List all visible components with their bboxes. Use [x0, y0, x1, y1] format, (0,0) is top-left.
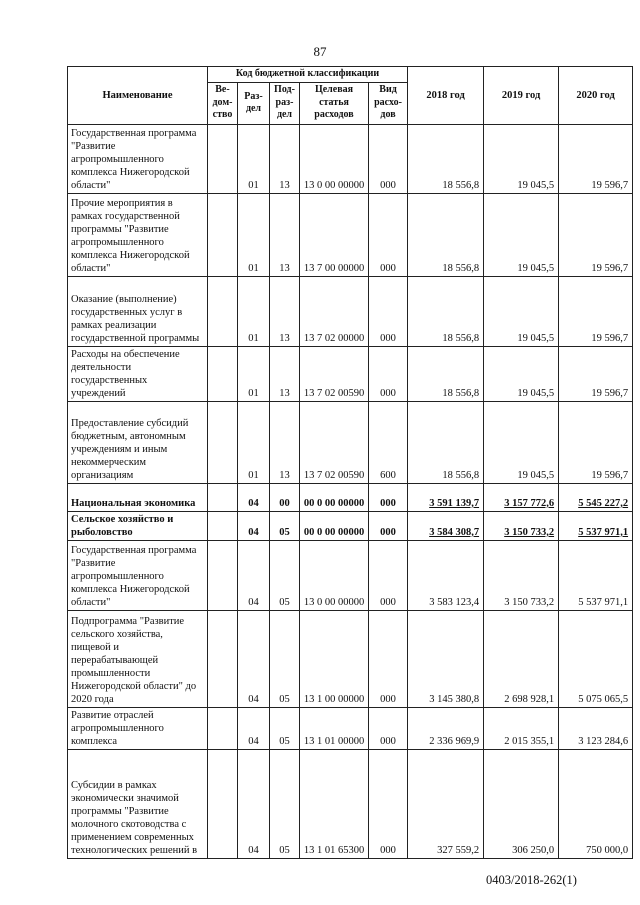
row-podrazdel: 00 [270, 483, 300, 511]
row-2020: 19 596,7 [559, 276, 633, 346]
row-2019: 2 015 355,1 [484, 707, 559, 749]
row-name: Государственная программа "Развитие агропромышленного комплекса Нижегородской области" [68, 124, 208, 193]
row-razdel: 01 [238, 276, 270, 346]
row-vid-raskhodov: 000 [369, 707, 408, 749]
row-celevaya-statya: 13 0 00 00000 [300, 540, 369, 610]
row-vid-raskhodov: 000 [369, 749, 408, 858]
row-celevaya-statya: 13 1 01 65300 [300, 749, 369, 858]
row-vedomstvo [208, 346, 238, 401]
row-2020: 3 123 284,6 [559, 707, 633, 749]
row-name: Предоставление субсидий бюджетным, автономным учреждениям и иным некоммерческим организациям [68, 401, 208, 483]
row-2020: 19 596,7 [559, 124, 633, 193]
row-razdel: 01 [238, 401, 270, 483]
row-2020: 5 537 971,1 [559, 540, 633, 610]
table-row [68, 124, 633, 193]
row-2018: 2 336 969,9 [408, 707, 484, 749]
row-2020: 750 000,0 [559, 749, 633, 858]
row-razdel: 01 [238, 193, 270, 276]
row-2019: 3 150 733,2 [484, 540, 559, 610]
row-podrazdel: 05 [270, 749, 300, 858]
row-2018: 327 559,2 [408, 749, 484, 858]
row-razdel: 01 [238, 124, 270, 193]
row-2020: 5 075 065,5 [559, 610, 633, 707]
page-number: 87 [313, 44, 327, 59]
row-celevaya-statya: 13 7 02 00590 [300, 401, 369, 483]
row-2018: 18 556,8 [408, 193, 484, 276]
document-code: 0403/2018-262(1) [486, 873, 577, 887]
table-row [68, 483, 633, 511]
header-2020: 2020 год [559, 67, 633, 125]
row-2018: 3 591 139,7 [408, 483, 484, 511]
header-celevaya-statya: Целевая статья расходов [300, 82, 369, 124]
row-name: Подпрограмма "Развитие сельского хозяйства, пищевой и перерабатывающей промышленности Нижегородской области" до 2020 года [68, 610, 208, 707]
row-2019: 306 250,0 [484, 749, 559, 858]
row-2020: 19 596,7 [559, 193, 633, 276]
row-2018: 18 556,8 [408, 401, 484, 483]
row-vid-raskhodov: 000 [369, 276, 408, 346]
row-vid-raskhodov: 000 [369, 193, 408, 276]
row-2018: 18 556,8 [408, 124, 484, 193]
row-2018: 3 583 123,4 [408, 540, 484, 610]
table-row [68, 193, 633, 276]
row-razdel: 04 [238, 540, 270, 610]
row-2019: 3 157 772,6 [484, 483, 559, 511]
row-2019: 2 698 928,1 [484, 610, 559, 707]
row-podrazdel: 13 [270, 401, 300, 483]
row-podrazdel: 05 [270, 511, 300, 540]
row-2019: 19 045,5 [484, 124, 559, 193]
row-celevaya-statya: 13 0 00 00000 [300, 124, 369, 193]
row-2019: 19 045,5 [484, 401, 559, 483]
row-2018: 3 584 308,7 [408, 511, 484, 540]
header-vid-raskhodov: Вид расхо- дов [369, 82, 408, 124]
row-podrazdel: 05 [270, 707, 300, 749]
row-razdel: 04 [238, 749, 270, 858]
row-vid-raskhodov: 600 [369, 401, 408, 483]
row-razdel: 04 [238, 511, 270, 540]
row-celevaya-statya: 13 1 01 00000 [300, 707, 369, 749]
row-2019: 19 045,5 [484, 346, 559, 401]
row-2019: 3 150 733,2 [484, 511, 559, 540]
row-name: Расходы на обеспечение деятельности государственных учреждений [68, 346, 208, 401]
table-row [68, 346, 633, 401]
row-celevaya-statya: 13 7 00 00000 [300, 193, 369, 276]
header-name: Наименование [68, 67, 208, 125]
row-razdel: 04 [238, 483, 270, 511]
row-vedomstvo [208, 707, 238, 749]
row-vedomstvo [208, 511, 238, 540]
row-razdel: 04 [238, 610, 270, 707]
row-podrazdel: 05 [270, 610, 300, 707]
header-vedomstvo: Ве- дом- ство [208, 82, 238, 124]
header-2018: 2018 год [408, 67, 484, 125]
row-2020: 19 596,7 [559, 401, 633, 483]
table-row [68, 540, 633, 610]
row-name: Развитие отраслей агропромышленного комплекса [68, 707, 208, 749]
row-podrazdel: 13 [270, 124, 300, 193]
row-vid-raskhodov: 000 [369, 540, 408, 610]
row-razdel: 01 [238, 346, 270, 401]
row-celevaya-statya: 13 1 00 00000 [300, 610, 369, 707]
table-row [68, 401, 633, 483]
table-row [68, 707, 633, 749]
header-podrazdel: Под- раз- дел [270, 82, 300, 124]
row-vedomstvo [208, 540, 238, 610]
row-celevaya-statya: 00 0 00 00000 [300, 483, 369, 511]
row-vedomstvo [208, 610, 238, 707]
header-razdel: Раз- дел [238, 82, 270, 124]
table-row [68, 276, 633, 346]
table-row [68, 749, 633, 858]
row-vedomstvo [208, 749, 238, 858]
row-2020: 5 537 971,1 [559, 511, 633, 540]
row-name: Оказание (выполнение) государственных услуг в рамках реализации государственной программы [68, 276, 208, 346]
row-vedomstvo [208, 193, 238, 276]
header-budget-classification: Код бюджетной классификации [208, 67, 408, 83]
row-name: Государственная программа "Развитие агропромышленного комплекса Нижегородской области" [68, 540, 208, 610]
row-name: Сельское хозяйство и рыболовство [68, 511, 208, 540]
row-vid-raskhodov: 000 [369, 346, 408, 401]
budget-table [67, 66, 633, 859]
row-2020: 19 596,7 [559, 346, 633, 401]
row-vid-raskhodov: 000 [369, 610, 408, 707]
row-vid-raskhodov: 000 [369, 124, 408, 193]
row-vedomstvo [208, 401, 238, 483]
row-name: Национальная экономика [68, 483, 208, 511]
row-2018: 3 145 380,8 [408, 610, 484, 707]
row-2018: 18 556,8 [408, 346, 484, 401]
table-row [68, 610, 633, 707]
row-2019: 19 045,5 [484, 276, 559, 346]
row-celevaya-statya: 13 7 02 00590 [300, 346, 369, 401]
row-2018: 18 556,8 [408, 276, 484, 346]
row-celevaya-statya: 00 0 00 00000 [300, 511, 369, 540]
row-vid-raskhodov: 000 [369, 483, 408, 511]
row-podrazdel: 13 [270, 346, 300, 401]
row-name: Субсидии в рамках экономически значимой программы "Развитие молочного скотоводства с применением современных технологических решений в [68, 749, 208, 858]
row-2019: 19 045,5 [484, 193, 559, 276]
row-podrazdel: 05 [270, 540, 300, 610]
row-podrazdel: 13 [270, 193, 300, 276]
table-row [68, 511, 633, 540]
row-celevaya-statya: 13 7 02 00000 [300, 276, 369, 346]
row-vedomstvo [208, 483, 238, 511]
row-vid-raskhodov: 000 [369, 511, 408, 540]
row-podrazdel: 13 [270, 276, 300, 346]
row-name: Прочие мероприятия в рамках государственной программы "Развитие агропромышленного комплекса Нижегородской области" [68, 193, 208, 276]
row-2020: 5 545 227,2 [559, 483, 633, 511]
row-razdel: 04 [238, 707, 270, 749]
row-vedomstvo [208, 124, 238, 193]
header-2019: 2019 год [484, 67, 559, 125]
row-vedomstvo [208, 276, 238, 346]
